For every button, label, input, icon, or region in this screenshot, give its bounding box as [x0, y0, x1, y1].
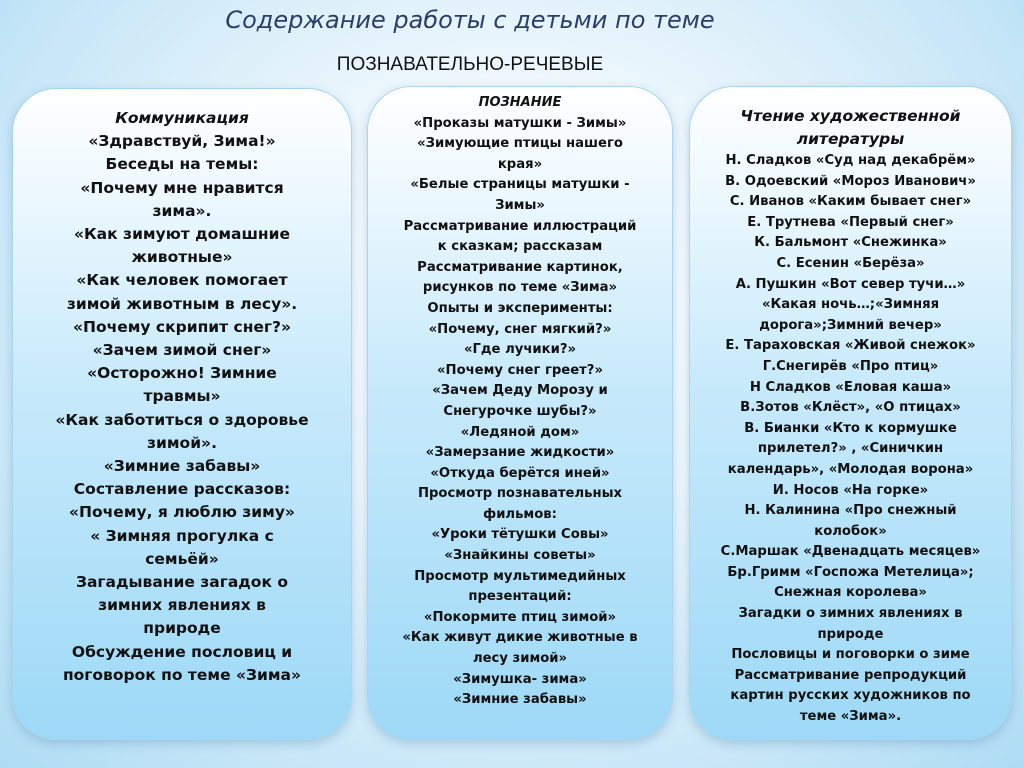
- slide-title: Содержание работы с детьми по теме: [225, 6, 715, 34]
- text-line: Снежная королева»: [774, 585, 927, 601]
- text-line: «Ледяной дом»: [460, 424, 580, 440]
- column-communication: [12, 88, 352, 740]
- text-line: края»: [497, 156, 543, 172]
- text-line: семьёй»: [145, 549, 219, 568]
- text-line: природе: [143, 619, 221, 638]
- text-line: «Почему мне нравится: [80, 178, 284, 197]
- column-lines: [374, 114, 666, 711]
- text-line: Просмотр мультимедийных: [414, 568, 626, 584]
- text-line: Бр.Гримм «Госпожа Метелица»;: [727, 564, 974, 580]
- text-line: «Почему, снег мягкий?»: [428, 321, 612, 337]
- text-line: «Зимние забавы»: [453, 692, 587, 708]
- text-line: Опыты и эксперименты:: [427, 300, 613, 316]
- text-line: Зимы»: [495, 197, 545, 213]
- text-line: «Покормите птиц зимой»: [423, 609, 617, 625]
- text-line: Загадки о зимних явлениях в: [738, 606, 963, 622]
- text-line: прилетел?» , «Синичкин: [757, 441, 944, 457]
- text-line: Обсуждение пословиц и: [71, 642, 293, 661]
- text-line: фильмов:: [483, 506, 557, 522]
- text-line: Е. Тараховская «Живой снежок»: [725, 338, 976, 354]
- text-line: «Почему снег греет?»: [437, 362, 603, 378]
- text-line: презентаций:: [468, 589, 572, 605]
- text-line: «Здравствуй, Зима!»: [88, 132, 276, 151]
- column-heading: ПОЗНАНИЕ: [478, 95, 562, 110]
- text-line: зима».: [152, 201, 212, 220]
- text-line: Просмотр познавательных: [417, 486, 623, 502]
- text-line: календарь», «Молодая ворона»: [727, 461, 974, 477]
- column-lines: [696, 151, 1005, 728]
- text-line: «Где лучики?»: [463, 342, 577, 358]
- text-line: В. Бианки «Кто к кормушке: [744, 420, 957, 436]
- text-line: Н. Сладков «Суд над декабрём»: [725, 153, 976, 168]
- text-line: «Белые страницы матушки -: [410, 177, 630, 193]
- text-line: «Зимующие птицы нашего: [417, 136, 623, 152]
- text-line: колобок»: [814, 523, 887, 539]
- text-line: Г.Снегирёв «Про птиц»: [762, 358, 939, 374]
- text-line: природе: [817, 626, 884, 642]
- text-line: дорога»;Зимний вечер»: [759, 317, 942, 333]
- text-line: А. Пушкин «Вот север тучи…»: [735, 276, 966, 292]
- text-line: «Почему скрипит снег?»: [72, 317, 292, 336]
- text-line: Н. Калинина «Про снежный: [744, 503, 957, 519]
- text-line: В.Зотов «Клёст», «О птицах»: [740, 400, 961, 416]
- column-cognition: [367, 86, 673, 740]
- text-line: С. Иванов «Каким бывает снег»: [729, 194, 972, 210]
- slide-subtitle: ПОЗНАВАТЕЛЬНО-РЕЧЕВЫЕ: [336, 54, 604, 75]
- text-line: «Как заботиться о здоровье: [55, 410, 309, 429]
- text-line: В. Одоевский «Мороз Иванович»: [725, 173, 976, 189]
- text-line: «Как живут дикие животные в: [402, 630, 638, 646]
- text-line: «Как зимуют домашние: [74, 225, 290, 244]
- column-reading: [689, 86, 1012, 740]
- text-line: зимой».: [147, 433, 217, 452]
- text-line: к сказкам; рассказам: [437, 239, 603, 255]
- text-line: «Зачем Деду Морозу и: [432, 383, 608, 399]
- text-line: С.Маршак «Двенадцать месяцев»: [720, 544, 981, 560]
- text-line: «Зимушка- зима»: [453, 671, 587, 687]
- text-line: поговорок по теме «Зима»: [62, 665, 302, 684]
- text-line: Загадывание загадок о: [75, 573, 289, 592]
- text-line: «Проказы матушки - Зимы»: [413, 115, 627, 131]
- text-line: лесу зимой»: [472, 651, 568, 667]
- text-line: «Зачем зимой снег»: [92, 341, 272, 360]
- column-lines: [23, 130, 341, 687]
- text-line: К. Бальмонт «Снежинка»: [754, 235, 947, 251]
- text-line: «Осторожно! Зимние: [87, 364, 277, 383]
- text-line: Рассматривание картинок,: [417, 259, 623, 275]
- text-line: картин русских художников по: [730, 688, 971, 704]
- text-line: Беседы на темы:: [105, 155, 259, 174]
- text-line: теме «Зима».: [799, 709, 902, 725]
- column-heading-line: литературы: [796, 130, 905, 148]
- text-line: «Знайкины советы»: [444, 548, 596, 564]
- text-line: животные»: [131, 248, 233, 267]
- text-line: «Уроки тётушки Совы»: [431, 527, 609, 543]
- text-line: зимних явлениях в: [98, 596, 266, 615]
- text-line: «Почему, я люблю зиму»: [69, 503, 295, 522]
- text-line: Пословицы и поговорки о зиме: [731, 647, 970, 663]
- text-line: травмы»: [143, 387, 221, 406]
- text-line: Составление рассказов:: [73, 480, 291, 499]
- text-line: Рассматривание иллюстраций: [403, 218, 637, 234]
- text-line: «Замерзание жидкости»: [425, 445, 615, 461]
- text-line: Снегурочке шубы?»: [443, 403, 597, 419]
- text-line: «Зимние забавы»: [103, 457, 261, 476]
- column-heading: Коммуникация: [115, 109, 249, 127]
- text-line: Н Сладков «Еловая каша»: [749, 379, 952, 395]
- text-line: С. Есенин «Берёза»: [776, 255, 925, 271]
- text-line: Е. Трутнева «Первый снег»: [747, 214, 954, 230]
- text-line: «Как человек помогает: [76, 271, 288, 290]
- text-line: «Какая ночь…;«Зимняя: [761, 297, 940, 313]
- column-heading-line: Чтение художественной: [740, 107, 961, 125]
- text-line: «Откуда берётся иней»: [430, 465, 610, 481]
- text-line: рисунков по теме «Зима»: [422, 280, 618, 296]
- text-line: « Зимняя прогулка с: [90, 526, 274, 545]
- text-line: Рассматривание репродукций: [734, 667, 967, 683]
- text-line: зимой животным в лесу».: [66, 294, 298, 313]
- text-line: И. Носов «На горке»: [772, 482, 929, 498]
